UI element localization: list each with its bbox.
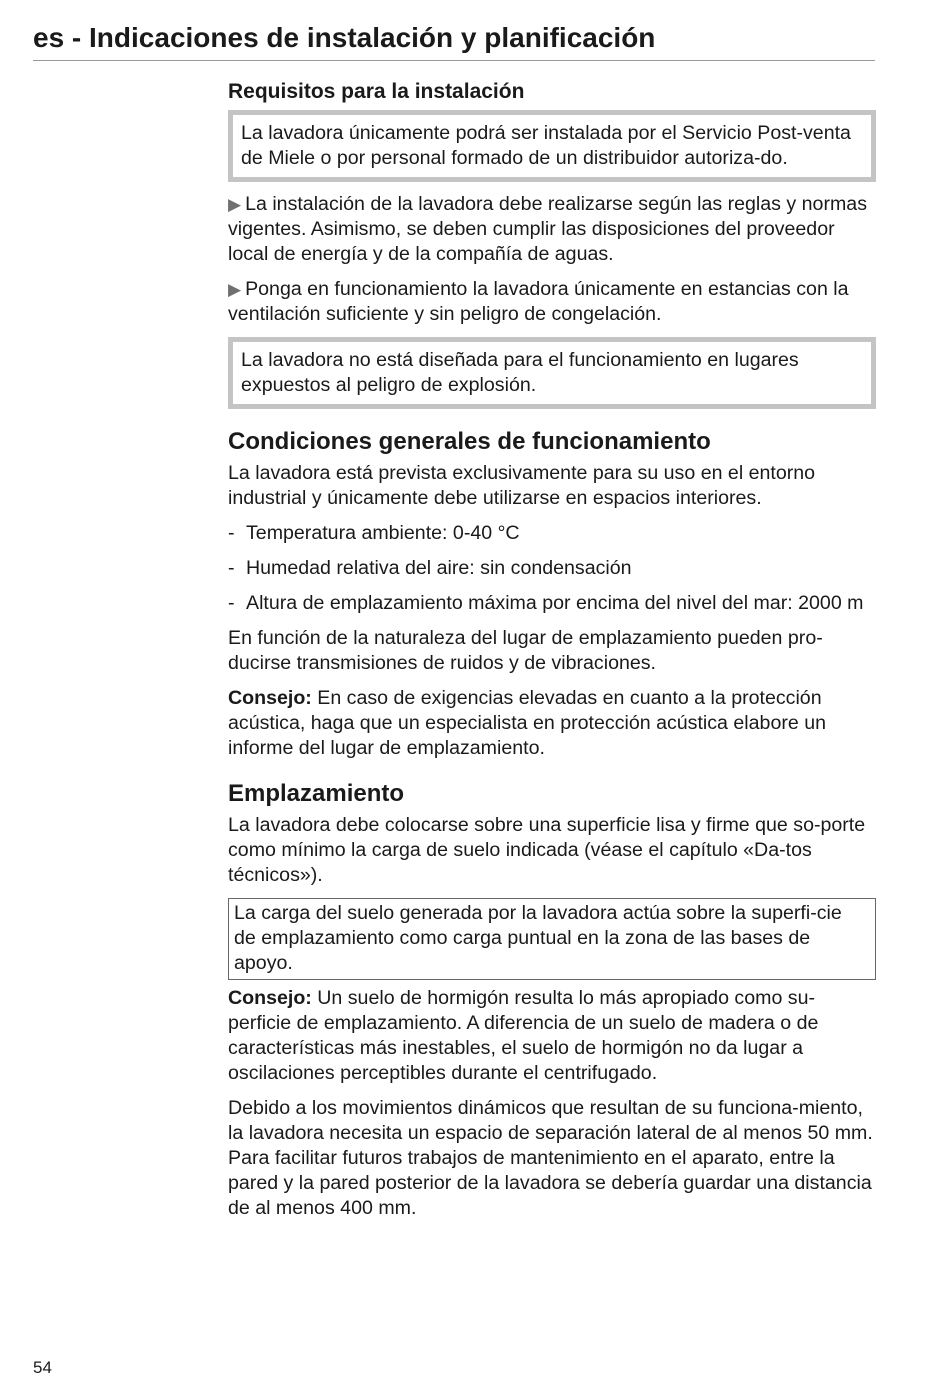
list-item: - Temperatura ambiente: 0-40 °C	[228, 522, 520, 544]
page-title: es - Indicaciones de instalación y planificación	[33, 18, 875, 61]
section-heading-requisitos: Requisitos para la instalación	[228, 80, 525, 103]
bullet-text: Ponga en funcionamiento la lavadora únicamente en estancias con la ventilación suficiente y sin peligro de congelación.	[228, 278, 849, 325]
page-content	[228, 76, 876, 1231]
tip-text: Un suelo de hormigón resulta lo más apropiado como su-perficie de emplazamiento. A diferencia de un suelo de madera o de características más inestables, el suelo de hormigón no da lugar a oscilaciones perceptibles durante el centrifugado.	[228, 987, 819, 1084]
list-item: - Altura de emplazamiento máxima por encima del nivel del mar: 2000 m	[228, 592, 864, 614]
section-condiciones	[228, 425, 876, 761]
tip-label: Consejo:	[228, 987, 312, 1009]
dash-marker: -	[228, 557, 235, 579]
paragraph-intro: La lavadora está prevista exclusivamente para su uso en el entorno industrial y únicamente debe utilizarse en espacios interiores.	[228, 462, 816, 509]
dash-marker: -	[228, 522, 235, 544]
page-number: 54	[33, 1358, 52, 1377]
tip-text: En caso de exigencias elevadas en cuanto a la protección acústica, haga que un especialista en protección acústica elabore un informe del lugar de emplazamiento.	[228, 687, 827, 759]
notice-box-installer	[228, 110, 876, 182]
section-heading-emplazamiento: Emplazamiento	[228, 780, 405, 807]
notice-text: La lavadora no está diseñada para el funcionamiento en lugares expuestos al peligro de explosión.	[241, 349, 799, 396]
tip-label: Consejo:	[228, 687, 312, 709]
tip-paragraph-concrete	[228, 986, 876, 1086]
notice-box-floor-load	[228, 898, 876, 980]
conditions-list	[228, 521, 876, 616]
section-requisitos	[228, 76, 876, 409]
notice-text: La carga del suelo generada por la lavadora actúa sobre la superfi-cie de emplazamiento como carga puntual en la zona de las bases de apoyo.	[234, 902, 842, 974]
notice-box-explosion	[228, 337, 876, 409]
section-emplazamiento	[228, 777, 876, 1221]
dash-marker: -	[228, 592, 235, 614]
triangle-right-icon: ▶	[228, 280, 242, 299]
triangle-right-icon: ▶	[228, 195, 242, 214]
bullet-paragraph-ventilation	[228, 277, 876, 327]
list-item: - Humedad relativa del aire: sin condensación	[228, 557, 632, 579]
notice-text: La lavadora únicamente podrá ser instalada por el Servicio Post-venta de Miele o por personal formado de un distribuidor autoriza-do.	[241, 122, 851, 169]
paragraph-vibrations: En función de la naturaleza del lugar de emplazamiento pueden pro-ducirse transmisiones de ruidos y de vibraciones.	[228, 627, 823, 674]
tip-paragraph-acoustic	[228, 686, 876, 761]
paragraph-spacing: Debido a los movimientos dinámicos que resultan de su funciona-miento, la lavadora necesita un espacio de separación lateral de al menos 50 mm. Para facilitar futuros trabajos de mantenimiento en el aparato, entre la pared y la pared posterior de la lavadora se debería guardar una distancia de al menos 400 mm.	[228, 1097, 873, 1219]
section-heading-condiciones: Condiciones generales de funcionamiento	[228, 428, 711, 455]
bullet-paragraph-regulations	[228, 192, 876, 267]
bullet-text: La instalación de la lavadora debe realizarse según las reglas y normas vigentes. Asimismo, se deben cumplir las disposiciones del proveedor local de energía y de la compañía de aguas.	[228, 193, 867, 265]
paragraph-intro: La lavadora debe colocarse sobre una superficie lisa y firme que so-porte como mínimo la carga de suelo indicada (véase el capítulo «Da-tos técnicos»).	[228, 814, 866, 886]
